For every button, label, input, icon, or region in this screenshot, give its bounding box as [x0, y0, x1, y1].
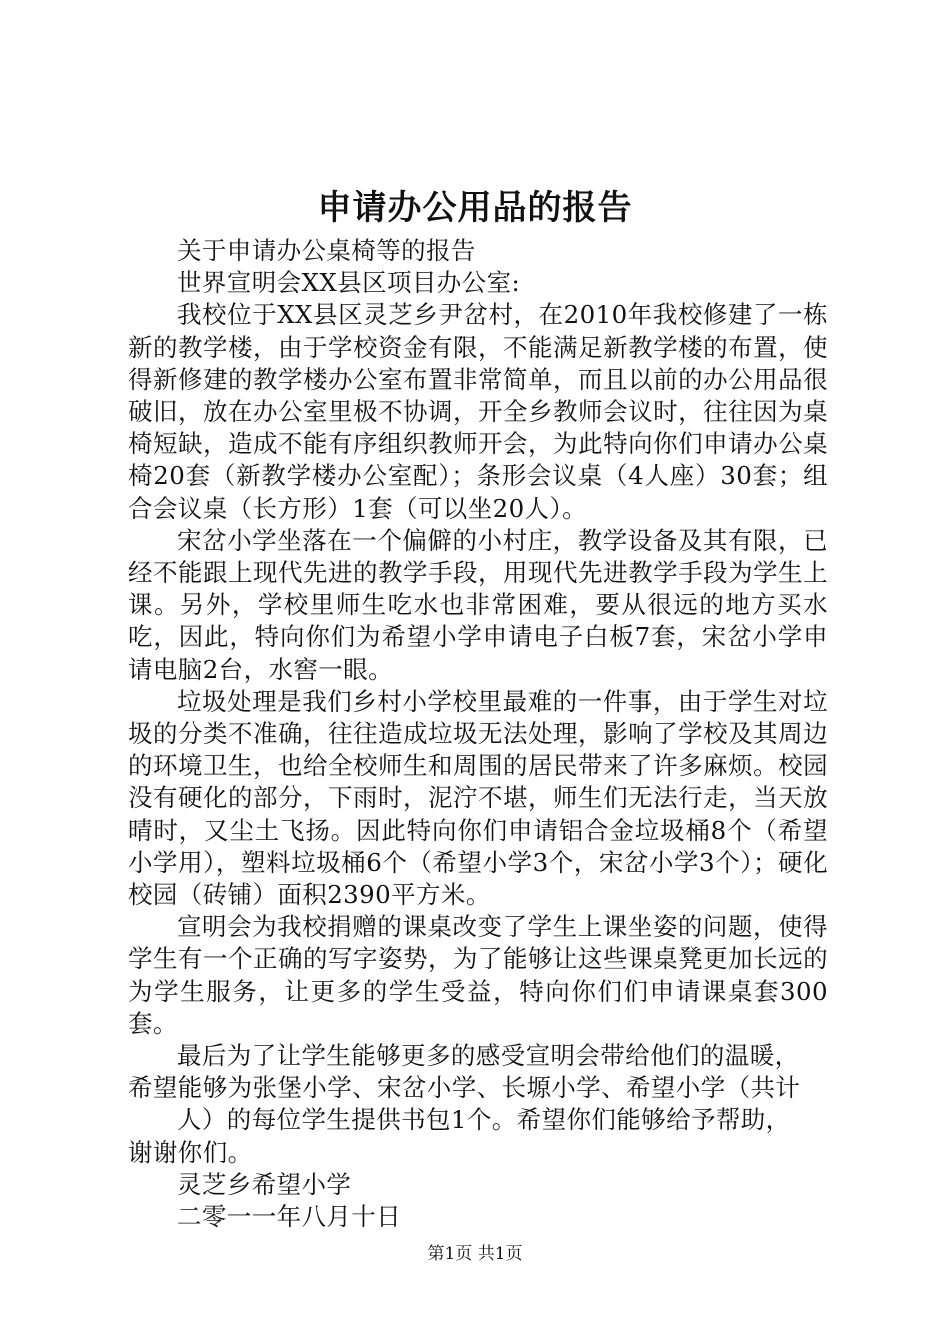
page-footer: 第1页 共1页	[427, 1244, 523, 1264]
recipient-line: 世界宣明会XX县区项目办公室:	[177, 268, 521, 298]
paragraph-teaching-equipment: 宋岔小学坐落在一个偏僻的小村庄，教学设备及其有限，已经不能跟上现代先进的教学手段，用现代先进教学手段为学生上课。另外，学校里师生吃水也非常困难，要从很远的地方买水吃，因此，特向你们为希望小学申请电子白板7套，宋岔小学申请电脑2台，水窖一眼。	[128, 525, 828, 684]
paragraph-office-furniture: 我校位于XX县区灵芝乡尹岔村，在2010年我校修建了一栋新的教学楼，由于学校资金有限，不能满足新教学楼的布置，使得新修建的教学楼办公室布置非常简单，而且以前的办公用品很破旧，放在办公室里极不协调，开全乡教师会议时，往往因为桌椅短缺，造成不能有序组织教师开会，为此特向你们申请办公桌椅20套（新教学楼办公室配）；条形会议桌（4人座）30套；组合会议桌（长方形）1套（可以坐20人）。	[128, 300, 828, 523]
paragraph-waste-handling: 垃圾处理是我们乡村小学校里最难的一件事，由于学生对垃圾的分类不准确，往往造成垃圾无法处理，影响了学校及其周边的环境卫生，也给全校师生和周围的居民带来了许多麻烦。校园没有硬化的部分，下雨时，泥泞不堪，师生们无法行走，当天放晴时，又尘土飞扬。因此特向你们申请铝合金垃圾桶8个（希望小学用），塑料垃圾桶6个（希望小学3个，宋岔小学3个）；硬化校园（砖铺）面积2390平方米。	[128, 686, 828, 910]
paragraph-desks: 宣明会为我校捐赠的课桌改变了学生上课坐姿的问题，使得学生有一个正确的写字姿势，为了能够让这些课桌凳更加长远的为学生服务，让更多的学生受益，特向你们们申请课桌套300套。	[128, 912, 828, 1038]
document-title: 申请办公用品的报告	[317, 188, 633, 228]
document-body	[128, 235, 828, 1233]
report-subtitle: 关于申请办公桌椅等的报告	[177, 236, 476, 265]
closing-line-4: 谢谢你们。	[128, 1137, 253, 1167]
signature: 灵芝乡希望小学	[177, 1169, 352, 1199]
closing-line-2: 希望能够为张堡小学、宋岔小学、长塬小学、希望小学（共计	[128, 1073, 801, 1103]
document-date: 二零一一年八月十日	[177, 1202, 402, 1232]
closing-line-3: 人）的每位学生提供书包1个。希望你们能够给予帮助，	[177, 1105, 791, 1135]
closing-line-1: 最后为了让学生能够更多的感受宣明会带给他们的温暖，	[177, 1041, 800, 1071]
